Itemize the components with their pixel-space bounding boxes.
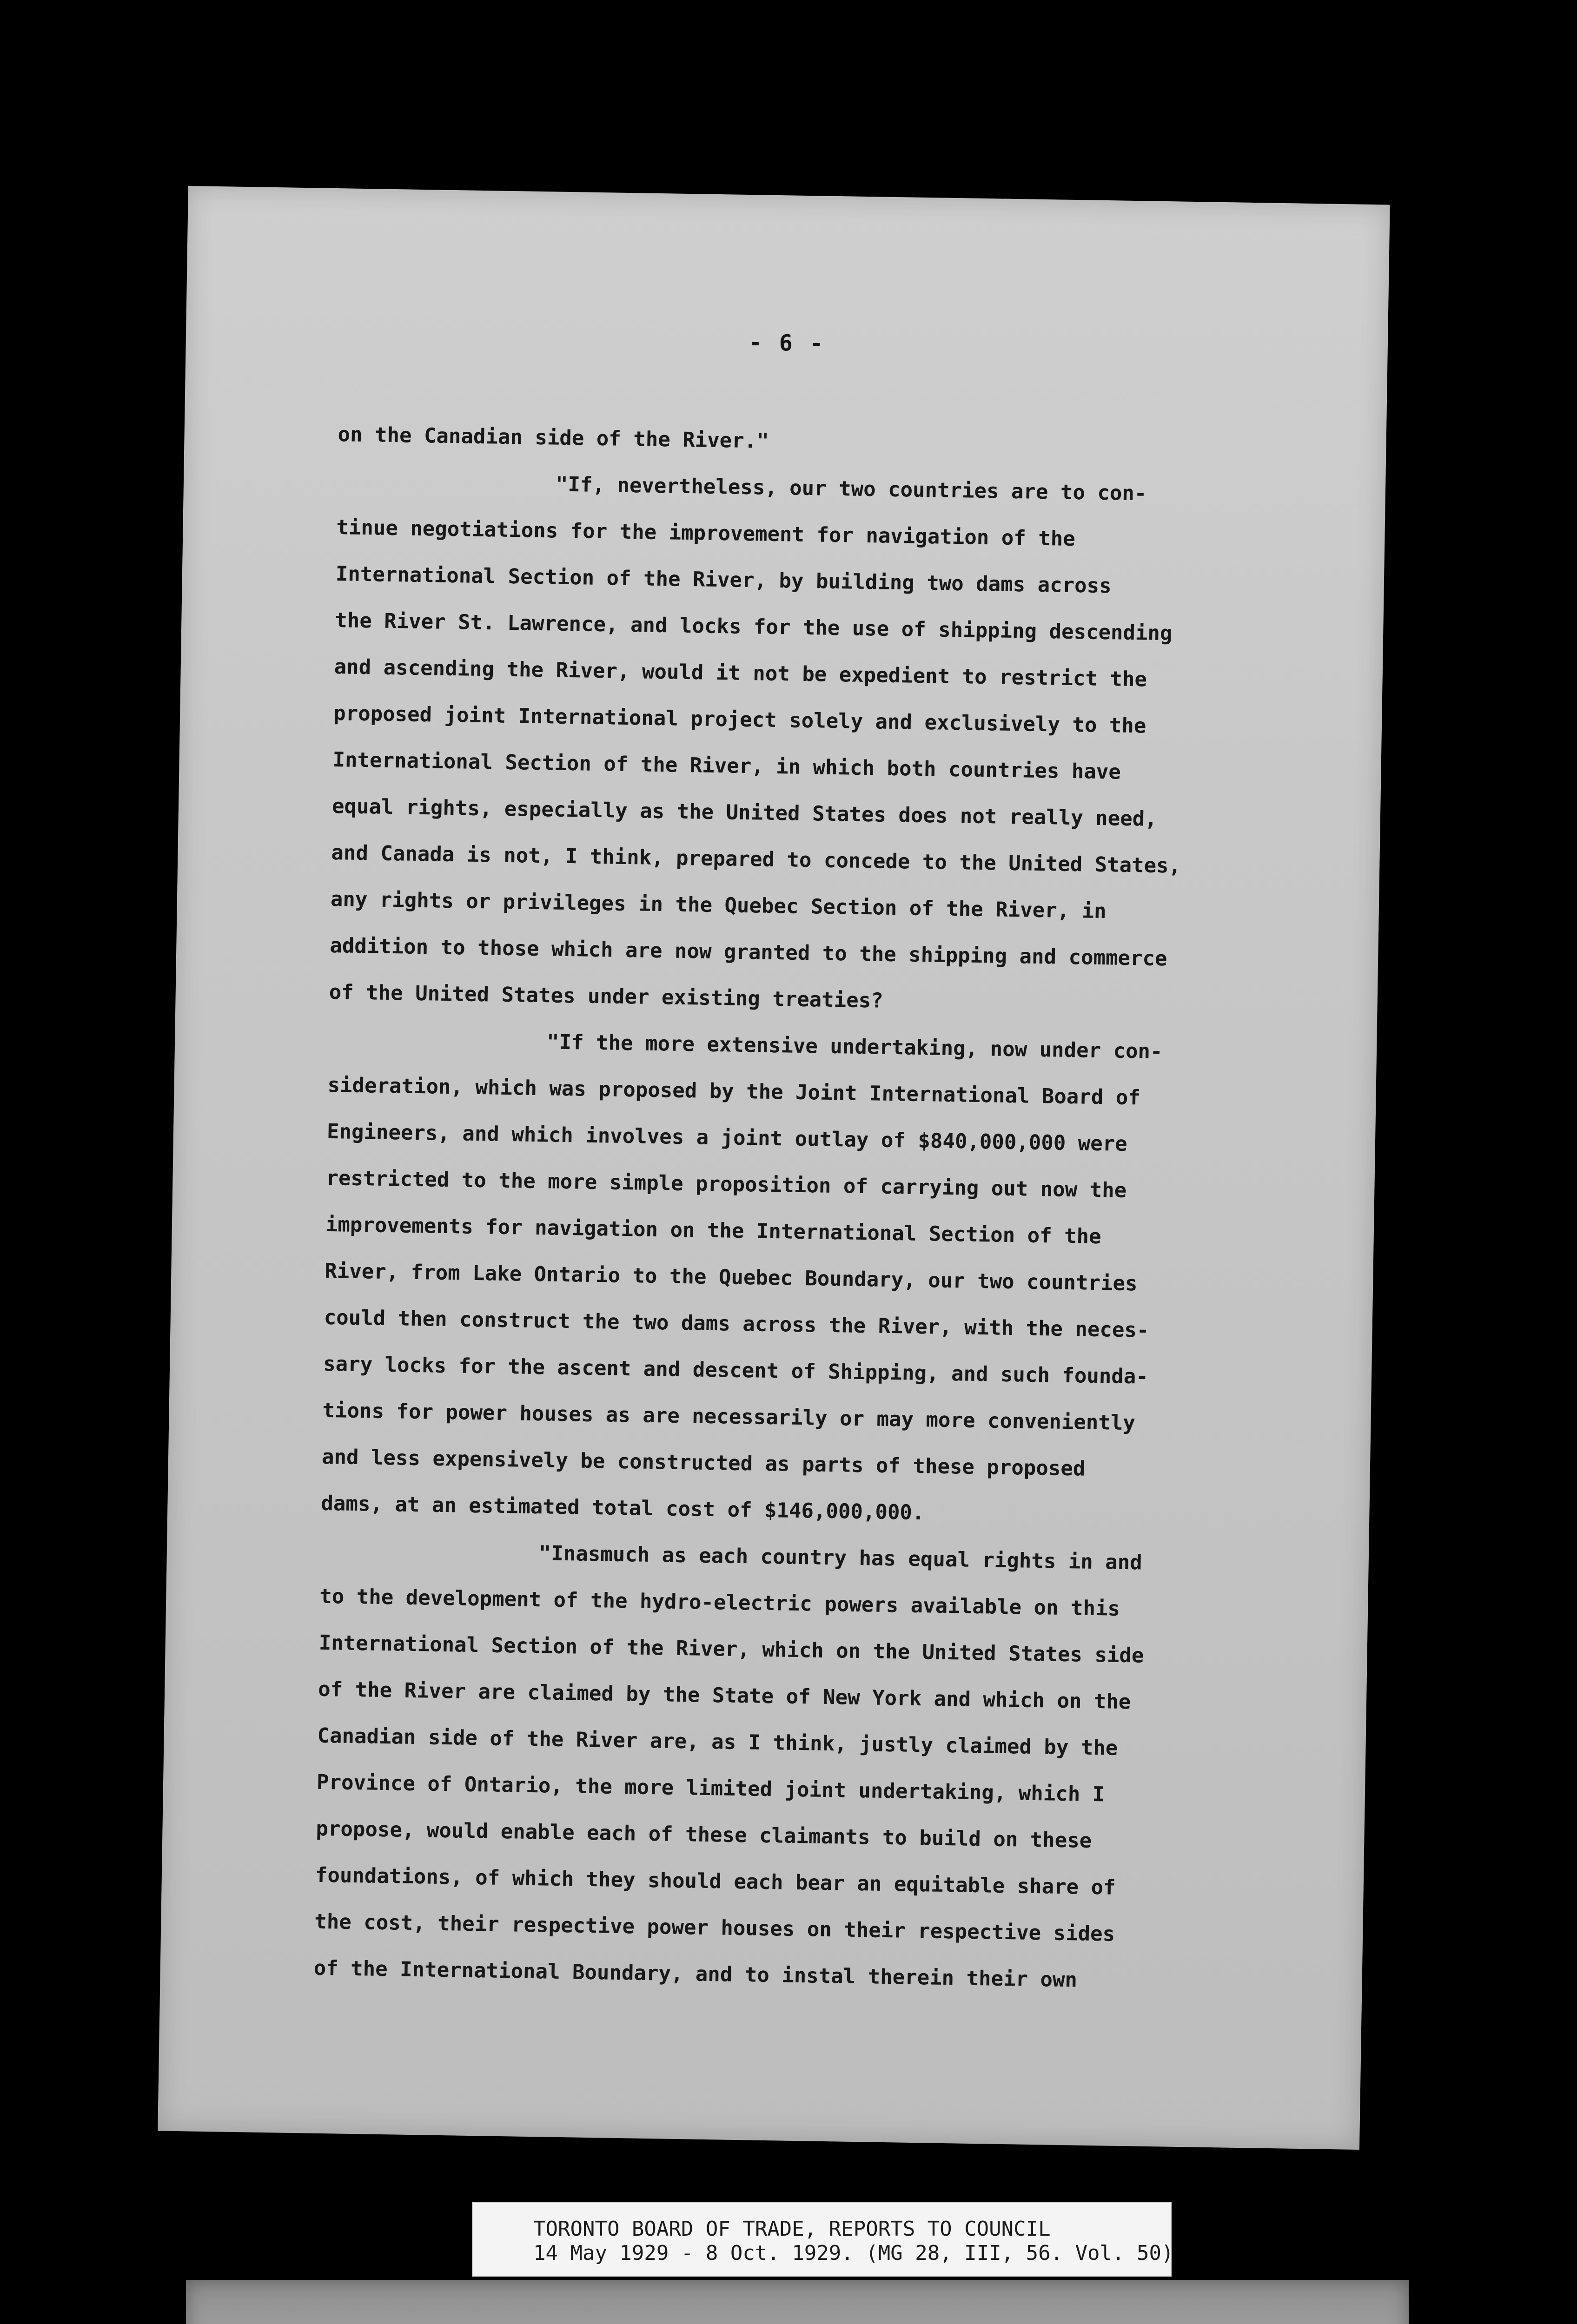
text-line: proposed joint International project solely and exclusively to the <box>333 701 1146 738</box>
text-line: of the International Boundary, and to instal therein their own <box>313 1956 1078 1992</box>
page-number: - 6 - <box>748 329 826 357</box>
archive-reference-label <box>472 2202 1172 2277</box>
text-line: restricted to the more simple proposition of carrying out now the <box>326 1166 1127 1202</box>
text-line: improvements for navigation on the International Section of the <box>325 1212 1102 1249</box>
text-line: sideration, which was proposed by the Joint International Board of <box>327 1073 1141 1110</box>
text-line: to the development of the hydro-electric powers available on this <box>319 1584 1120 1621</box>
text-line: of the River are claimed by the State of New York and which on the <box>318 1677 1131 1714</box>
text-line: tions for power houses as are necessarily or may more conveniently <box>322 1398 1136 1435</box>
text-line: the cost, their respective power houses on their respective sides <box>314 1909 1115 1946</box>
text-line: "Inasmuch as each country has equal rights in and <box>538 1541 1143 1575</box>
text-line: International Section of the River, by building two dams across <box>335 562 1112 598</box>
text-line: equal rights, especially as the United States does not really need, <box>331 794 1158 831</box>
document-page <box>158 186 1390 2150</box>
text-line: Canadian side of the River are, as I think, justly claimed by the <box>317 1723 1118 1760</box>
text-line: foundations, of which they should each bear an equitable share of <box>315 1863 1116 1900</box>
text-line: and Canada is not, I think, prepared to concede to the United States, <box>331 841 1181 878</box>
text-line: "If the more extensive undertaking, now under con- <box>546 1030 1163 1064</box>
label-line-dates: 14 May 1929 - 8 Oct. 1929. (MG 28, III, 56. Vol. 50) <box>533 2241 1174 2265</box>
text-line: dams, at an estimated total cost of $146,000,000. <box>321 1491 925 1525</box>
archives-stamp <box>186 2280 1409 2324</box>
text-line: Province of Ontario, the more limited joint undertaking, which I <box>316 1770 1105 1807</box>
text-line: River, from Lake Ontario to the Quebec Boundary, our two countries <box>324 1259 1138 1296</box>
text-line: "If, nevertheless, our two countries are to con- <box>555 472 1147 506</box>
text-line: any rights or privileges in the Quebec Section of the River, in <box>330 887 1107 924</box>
label-line-collection: TORONTO BOARD OF TRADE, REPORTS TO COUNCIL <box>533 2217 1051 2241</box>
text-line: International Section of the River, in which both countries have <box>332 748 1121 784</box>
text-line: the River St. Lawrence, and locks for the use of shipping descending <box>334 608 1173 646</box>
text-line: and ascending the River, would it not be expedient to restrict the <box>334 655 1147 692</box>
text-line: tinue negotiations for the improvement for navigation of the <box>336 515 1076 551</box>
document-body <box>313 411 1389 2008</box>
text-line: of the United States under existing treaties? <box>329 980 884 1013</box>
text-line: and less expensively be constructed as parts of these proposed <box>321 1445 1086 1481</box>
text-line: propose, would enable each of these claimants to build on these <box>316 1816 1092 1853</box>
text-line: could then construct the two dams across the River, with the neces- <box>324 1305 1149 1342</box>
text-line: Engineers, and which involves a joint outlay of $840,000,000 were <box>326 1119 1128 1156</box>
text-line: addition to those which are now granted to the shipping and commerce <box>329 933 1167 971</box>
text-line: on the Canadian side of the River." <box>338 423 769 453</box>
text-line: sary locks for the ascent and descent of Shipping, and such founda- <box>323 1352 1149 1389</box>
text-line: International Section of the River, which on the United States side <box>318 1631 1144 1668</box>
